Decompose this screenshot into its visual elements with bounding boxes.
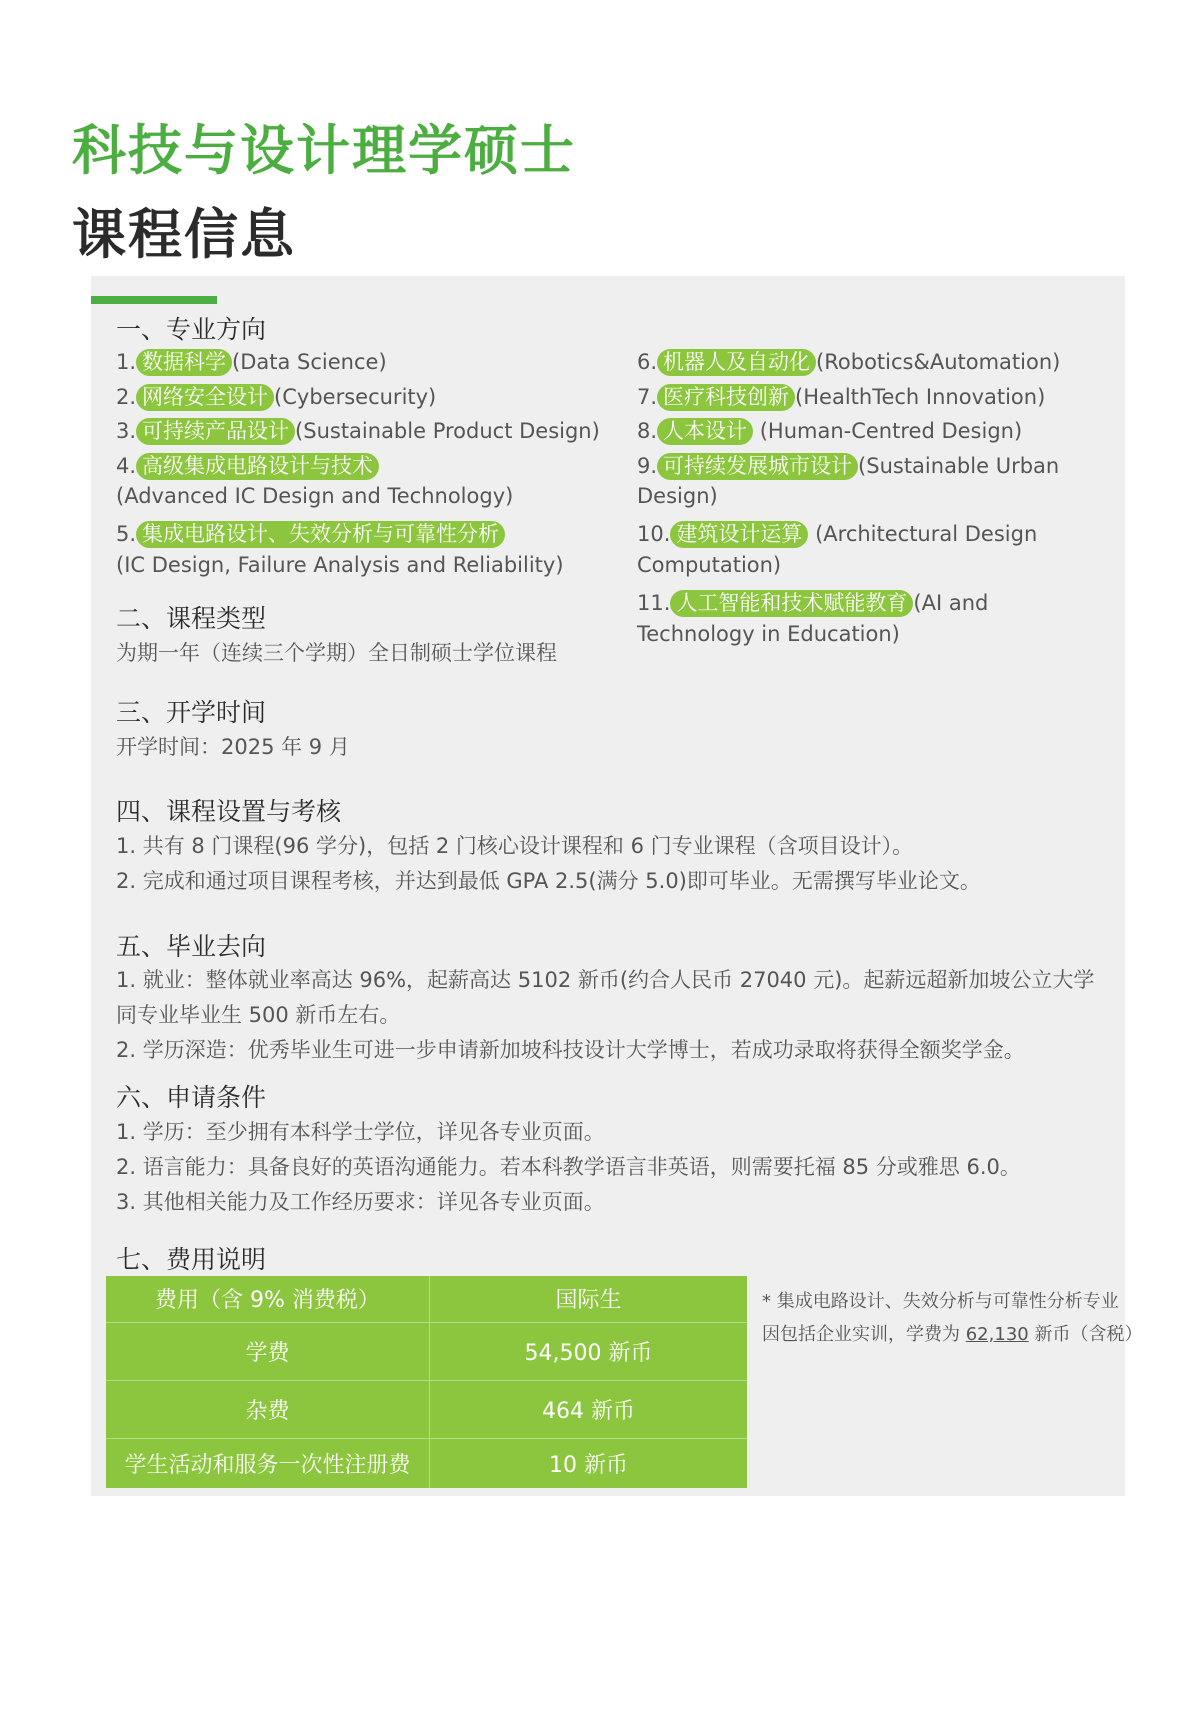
item-number: 6. [637,350,658,374]
item-english: Computation) [637,553,782,577]
item-english: Design) [637,484,718,508]
item-english: (Sustainable Product Design) [295,419,600,443]
requirement-line: 2. 语言能力：具备良好的英语沟通能力。若本科教学语言非英语，则需要托福 85 分或雅思 6.0。 [116,1155,1021,1179]
specialization-tag: 可持续发展城市设计 [657,453,858,480]
table-cell: 464 新币 [430,1380,748,1438]
item-number: 8. [637,419,658,443]
table-row [106,1380,747,1438]
item-number: 11. [637,591,671,615]
specialization-tag: 机器人及自动化 [657,349,816,376]
table-cell: 54,500 新币 [430,1322,748,1380]
item-english: (IC Design, Failure Analysis and Reliability) [116,553,564,577]
program-type-text: 为期一年（连续三个学期）全日制硕士学位课程 [116,641,557,665]
item-english: Technology in Education) [637,622,900,646]
section-heading-program-type: 二、课程类型 [116,604,267,633]
table-cell: 学生活动和服务一次性注册费 [106,1438,430,1488]
specialization-item [116,381,436,411]
table-cell: 学费 [106,1322,430,1380]
specialization-tag: 网络安全设计 [136,384,274,411]
specialization-item [116,415,600,445]
item-number: 5. [116,522,137,546]
specialization-tag: 人工智能和技术赋能教育 [670,590,913,617]
fee-note-amount: 62,130 [965,1324,1029,1345]
fee-table [106,1276,747,1488]
item-english: (AI and [913,591,989,615]
fee-note-line [762,1320,1142,1346]
section-heading-curriculum: 四、课程设置与考核 [116,797,342,826]
accent-bar [91,296,217,304]
item-english: (Advanced IC Design and Technology) [116,484,514,508]
fee-note-text: 新币（含税） [1028,1324,1143,1345]
specialization-item [116,450,379,480]
specialization-tag: 建筑设计运算 [670,521,808,548]
item-english: (Architectural Design [808,522,1038,546]
item-number: 10. [637,522,671,546]
item-number: 4. [116,454,137,478]
item-number: 3. [116,419,137,443]
item-english: (Data Science) [232,350,387,374]
career-line: 同专业毕业生 500 新币左右。 [116,1003,401,1027]
specialization-tag: 集成电路设计、失效分析与可靠性分析 [136,521,505,548]
item-number: 1. [116,350,137,374]
page-subtitle: 课程信息 [72,203,296,266]
section-heading-specializations: 一、专业方向 [116,315,267,344]
specialization-tag: 医疗科技创新 [657,384,795,411]
table-cell: 杂费 [106,1380,430,1438]
specialization-tag: 高级集成电路设计与技术 [136,453,379,480]
item-english: (Sustainable Urban [858,454,1060,478]
table-row [106,1438,747,1488]
fee-note-text: 因包括企业实训，学费为 [762,1324,966,1345]
section-heading-fees: 七、费用说明 [116,1245,267,1274]
requirement-line: 1. 学历：至少拥有本科学士学位，详见各专业页面。 [116,1120,605,1144]
specialization-item [637,346,1060,376]
table-cell: 10 新币 [549,1452,628,1478]
specialization-item [637,450,1059,480]
table-header-row [106,1276,747,1322]
curriculum-line: 2. 完成和通过项目课程考核，并达到最低 GPA 2.5(满分 5.0)即可毕业。无需撰写毕业论文。 [116,869,981,893]
fee-note-line: * 集成电路设计、失效分析与可靠性分析专业 [762,1291,1119,1312]
item-number: 2. [116,385,137,409]
page-title: 科技与设计理学硕士 [72,119,576,182]
career-line: 2. 学历深造：优秀毕业生可进一步申请新加坡科技设计大学博士，若成功录取将获得全额奖学金。 [116,1038,1025,1062]
specialization-item [116,518,505,548]
table-header-cell: 国际生 [430,1276,748,1322]
section-heading-requirements: 六、申请条件 [116,1083,267,1112]
specialization-item [637,415,1022,445]
curriculum-line: 1. 共有 8 门课程(96 学分)，包括 2 门核心设计课程和 6 门专业课程（含项目设计）。 [116,834,914,858]
specialization-tag: 可持续产品设计 [136,418,295,445]
specialization-tag: 人本设计 [657,418,753,445]
start-date-text: 开学时间：2025 年 9 月 [116,735,350,759]
item-english: (Robotics&Automation) [816,350,1061,374]
requirement-line: 3. 其他相关能力及工作经历要求：详见各专业页面。 [116,1190,605,1214]
item-number: 9. [637,454,658,478]
section-heading-start-date: 三、开学时间 [116,698,267,727]
table-header-cell: 费用（含 9% 消费税） [106,1276,430,1322]
specialization-tag: 数据科学 [136,349,232,376]
section-heading-career: 五、毕业去向 [116,932,267,961]
item-english: (HealthTech Innovation) [795,385,1046,409]
specialization-item [637,587,988,617]
item-number: 7. [637,385,658,409]
item-english: (Human-Centred Design) [753,419,1023,443]
specialization-item [637,518,1037,548]
item-english: (Cybersecurity) [274,385,437,409]
specialization-item [637,381,1045,411]
table-row [106,1322,747,1380]
specialization-item [116,346,387,376]
career-line: 1. 就业：整体就业率高达 96%，起薪高达 5102 新币(约合人民币 27040 元)。起薪远超新加坡公立大学 [116,968,1095,992]
